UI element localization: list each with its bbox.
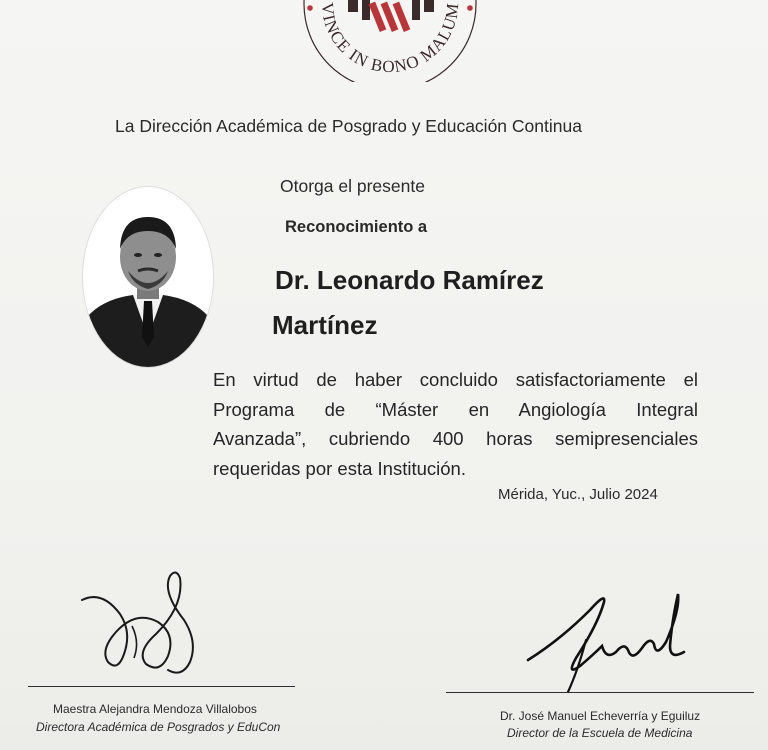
signature-left [72, 562, 222, 687]
certificate-body [213, 365, 698, 483]
signature-line-right [446, 692, 754, 693]
institution-seal [290, 0, 490, 82]
portrait-illustration [83, 187, 213, 367]
signer-name-right: Dr. José Manuel Echeverría y Eguiluz [500, 709, 701, 723]
seal-dot-right [467, 5, 473, 11]
body-line-1: En virtud de haber concluido satisfactoriamente el [213, 369, 698, 390]
body-line-2: Programa de “Máster en Angiología Integral [213, 398, 698, 420]
seal-emblem [348, 0, 434, 32]
recipient-name-continued: Martínez [272, 310, 378, 340]
place-date: Mérida, Yuc., Julio 2024 [498, 486, 658, 503]
grants-line: Otorga el presente [280, 176, 425, 196]
recognition-line: Reconocimiento a [285, 218, 428, 236]
signer-role-right: Director de la Escuela de Medicina [507, 726, 693, 740]
body-line-3: Avanzada”, cubriendo 400 horas semipresenciales [213, 428, 698, 449]
signature-right [520, 580, 720, 695]
signer-name-left: Maestra Alejandra Mendoza Villalobos [53, 702, 257, 716]
signature-line-left [28, 686, 295, 687]
recipient-name: Dr. Leonardo Ramírez [275, 265, 544, 295]
seal-dot-left [307, 5, 313, 11]
signer-role-left: Directora Académica de Posgrados y EduCon [36, 720, 281, 734]
seal-motto: VINCE IN BONO MALUM [317, 1, 463, 77]
issuer-line: La Dirección Académica de Posgrado y Educación Continua [115, 116, 582, 136]
recipient-photo [83, 187, 213, 367]
body-line-4: requeridas por esta Institución. [213, 457, 466, 479]
